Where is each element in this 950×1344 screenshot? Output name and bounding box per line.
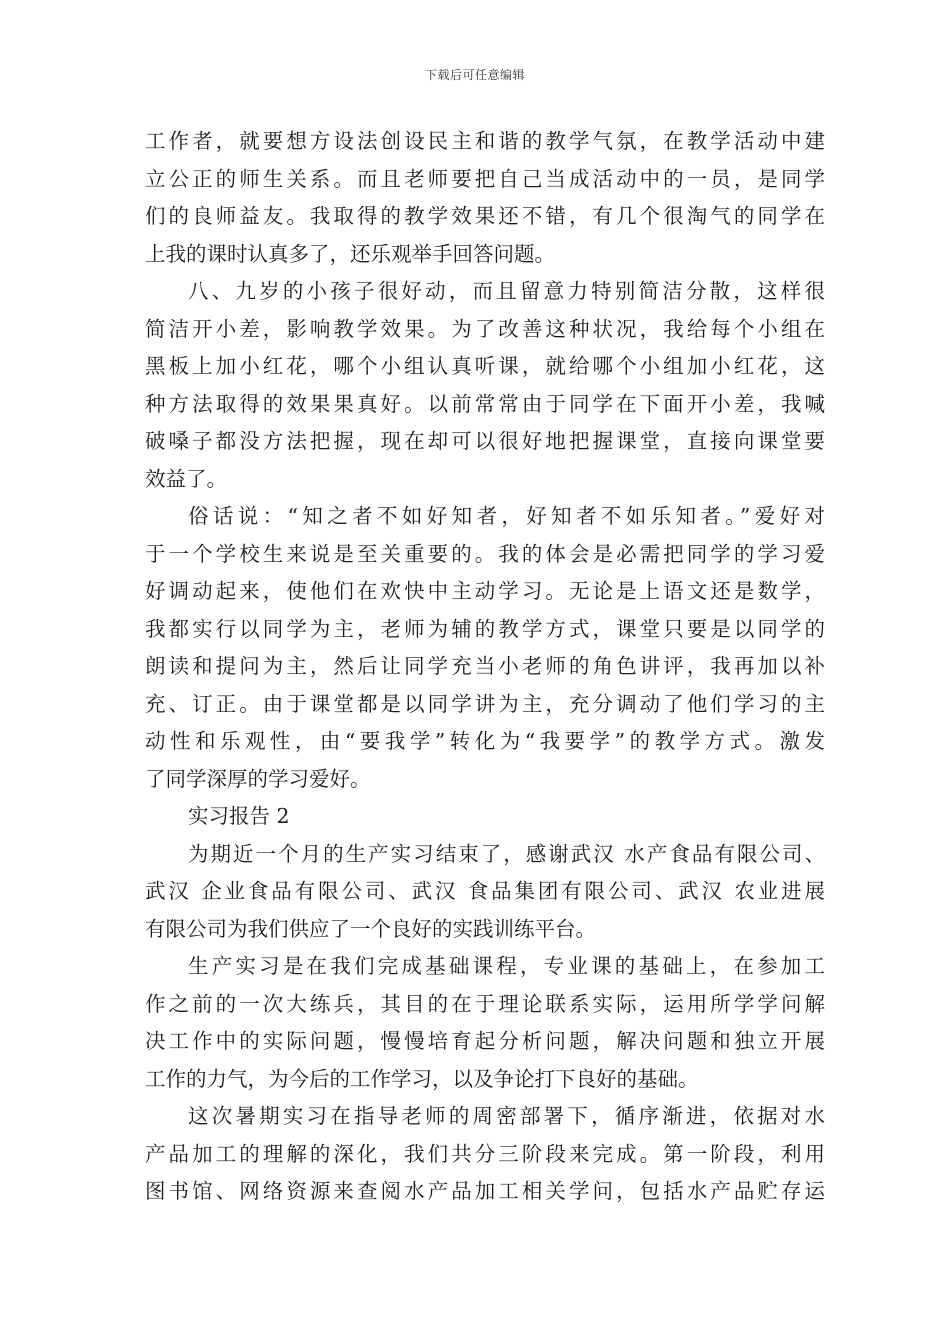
- text-line: 作之前的一次大练兵，其目的在于理论联系实际，运用所学学问解: [145, 991, 825, 1016]
- text-line: 上我的课时认真多了，还乐观举手回答问题。: [145, 241, 555, 266]
- text-line: 朗读和提问为主，然后让同学充当小老师的角色讲评，我再加以补: [145, 654, 825, 678]
- text-line: 武汉 企业食品有限公司、武汉 食品集团有限公司、武汉 农业进展: [145, 879, 825, 903]
- text-line: 有限公司为我们供应了一个良好的实践训练平台。: [145, 916, 596, 941]
- text-line: 们的良师益友。我取得的教学效果还不错，有几个很淘气的同学在: [145, 204, 825, 228]
- page-header: 下载后可任意编辑: [424, 68, 525, 82]
- text-line: 立公正的师生关系。而且老师要把自己当成活动中的一员，是同学: [145, 166, 825, 191]
- text-line: 产品加工的理解的深化，我们共分三阶段来完成。第一阶段，利用: [145, 1141, 825, 1166]
- text-line: 实习报告 2: [188, 804, 290, 828]
- text-line: 动性和乐观性，由“要我学”转化为“我要学”的教学方式。激发: [145, 729, 825, 753]
- text-line: 工作者，就要想方设法创设民主和谐的教学气氛，在教学活动中建: [145, 129, 825, 153]
- text-line: 充、订正。由于课堂都是以同学讲为主，充分调动了他们学习的主: [145, 691, 825, 716]
- text-line: 简洁开小差，影响教学效果。为了改善这种状况，我给每个小组在: [145, 316, 825, 341]
- text-line: 效益了。: [145, 466, 227, 491]
- text-line: 破嗓子都没方法把握，现在却可以很好地把握课堂，直接向课堂要: [145, 429, 825, 453]
- text-line: 生产实习是在我们完成基础课程，专业课的基础上，在参加工: [188, 954, 825, 978]
- text-line: 决工作中的实际问题，慢慢培育起分析问题，解决问题和独立开展: [145, 1029, 825, 1053]
- text-line: 这次暑期实习在指导老师的周密部署下，循序渐进，依据对水: [188, 1104, 825, 1128]
- text-line: 好调动起来，使他们在欢快中主动学习。无论是上语文还是数学，: [145, 579, 825, 603]
- text-line: 于一个学校生来说是至关重要的。我的体会是必需把同学的学习爱: [145, 541, 825, 566]
- text-line: 我都实行以同学为主，老师为辅的教学方式，课堂只要是以同学的: [145, 616, 825, 641]
- text-line: 工作的力气，为今后的工作学习，以及争论打下良好的基础。: [145, 1066, 699, 1091]
- text-line: 种方法取得的效果果真好。以前常常由于同学在下面开小差，我喊: [145, 391, 825, 416]
- text-line: 为期近一个月的生产实习结束了，感谢武汉 水产食品有限公司、: [188, 841, 825, 866]
- text-line: 黑板上加小红花，哪个小组认真听课，就给哪个小组加小红花，这: [145, 354, 825, 378]
- text-line: 了同学深厚的学习爱好。: [145, 766, 371, 791]
- text-line: 俗话说：“知之者不如好知者，好知者不如乐知者。”爱好对: [188, 504, 825, 528]
- text-line: 八、九岁的小孩子很好动，而且留意力特别简洁分散，这样很: [188, 279, 825, 303]
- document-body: [145, 123, 825, 1211]
- text-line: 图书馆、网络资源来查阅水产品加工相关学问，包括水产品贮存运: [145, 1179, 825, 1203]
